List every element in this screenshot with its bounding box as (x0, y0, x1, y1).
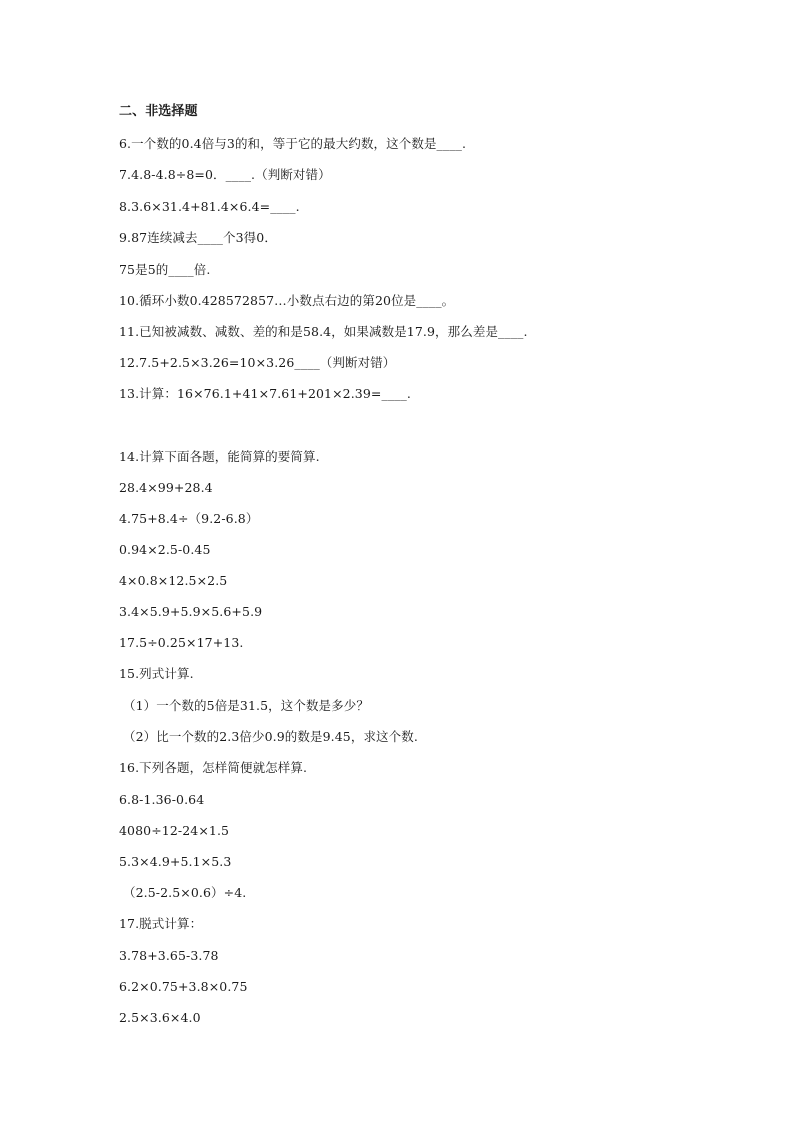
question-14-item-5: 3.4×5.9+5.9×5.6+5.9 (119, 604, 263, 619)
question-9: 9.87连续减去____个3得0． (119, 230, 277, 245)
question-11: 11.已知被减数、减数、差的和是58.4，如果减数是17.9，那么差是____. (119, 324, 528, 339)
question-16-item-4: （2.5-2.5×0.6）÷4. (123, 885, 247, 900)
question-14: 14.计算下面各题，能简算的要简算. (119, 449, 320, 464)
question-15: 15.列式计算. (119, 666, 194, 681)
question-12: 12.7.5+2.5×3.26=10×3.26____（判断对错） (119, 355, 396, 370)
question-17: 17.脱式计算： (119, 916, 203, 931)
question-17-item-2: 6.2×0.75+3.8×0.75 (119, 979, 248, 994)
question-17-item-1: 3.78+3.65-3.78 (119, 948, 219, 963)
question-13: 13.计算：16×76.1+41×7.61+201×2.39=____. (119, 386, 411, 401)
question-15-part-1: （1）一个数的5倍是31.5，这个数是多少？ (123, 698, 369, 713)
question-14-item-3: 0.94×2.5-0.45 (119, 542, 211, 557)
question-14-item-4: 4×0.8×12.5×2.5 (119, 573, 228, 588)
question-16-item-2: 4080÷12-24×1.5 (119, 823, 230, 838)
question-10: 10.循环小数0.428572857…小数点右边的第20位是____。 (119, 293, 455, 308)
question-16-item-1: 6.8-1.36-0.64 (119, 792, 205, 807)
question-16-item-3: 5.3×4.9+5.1×5.3 (119, 854, 232, 869)
question-14-item-1: 28.4×99+28.4 (119, 480, 213, 495)
question-6: 6.一个数的0.4倍与3的和，等于它的最大约数，这个数是____. (119, 136, 467, 151)
question-9-part-2: 75是5的____倍. (119, 262, 211, 277)
question-14-item-6: 17.5÷0.25×17+13. (119, 635, 244, 650)
question-17-item-3: 2.5×3.6×4.0 (119, 1010, 201, 1025)
question-14-item-2: 4.75+8.4÷（9.2-6.8） (119, 511, 259, 526)
question-16: 16.下列各题，怎样简便就怎样算. (119, 760, 308, 775)
section-title: 二、非选择题 (119, 104, 198, 119)
question-15-part-2: （2）比一个数的2.3倍少0.9的数是9.45，求这个数. (123, 729, 418, 744)
question-7: 7.4.8-4.8÷8=0．____.（判断对错） (119, 167, 331, 182)
question-8: 8.3.6×31.4+81.4×6.4=____. (119, 199, 300, 214)
